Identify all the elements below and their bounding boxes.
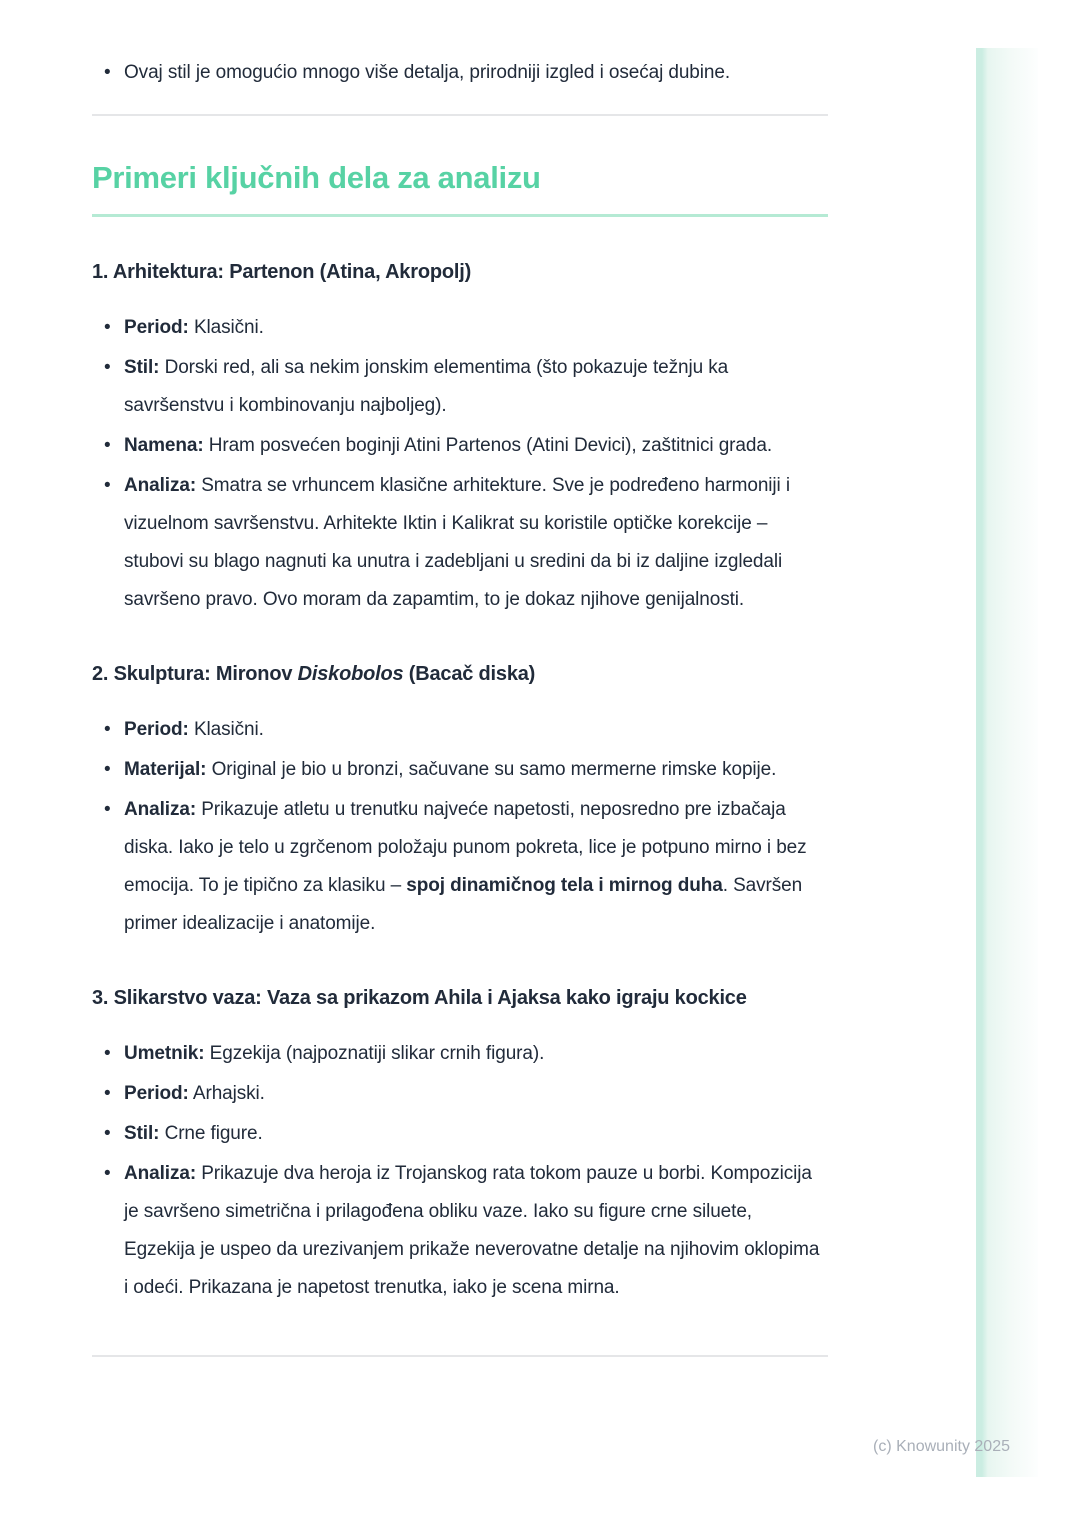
page-title-underline <box>92 214 828 217</box>
section-title-text: 2. Skulptura: Mironov <box>92 663 298 685</box>
item-label: Analiza: <box>124 475 197 496</box>
sections-container <box>92 257 828 1307</box>
list-item <box>92 349 828 425</box>
item-label: Analiza: <box>124 1163 197 1184</box>
intro-bullet-list <box>92 54 828 92</box>
item-text: Hram posvećen boginji Atini Partenos (Atini Devici), zaštitnici grada. <box>203 435 772 456</box>
item-text: spoj dinamičnog tela i mirnog duha <box>406 875 723 896</box>
copyright-note: (c) Knowunity 2025 <box>873 1438 1010 1455</box>
item-label: Stil: <box>124 1123 160 1144</box>
item-text: Prikazuje dva heroja iz Trojanskog rata tokom pauze u borbi. Kompozicija je savršeno simetrična i prilagođena obliku vaze. Iako su figure crne siluete, Egzekija je uspeo da urezivanjem prikaže neverovatne detalje na njihovim oklopima i odeći. Prikazana je napetost trenutka, iako je scena mirna. <box>124 1163 820 1298</box>
item-text: Dorski red, ali sa nekim jonskim elementima (što pokazuje težnju ka savršenstvu i kombinovanju najboljeg). <box>124 357 729 416</box>
item-label: Analiza: <box>124 799 197 820</box>
list-item <box>92 1035 828 1073</box>
item-label: Umetnik: <box>124 1043 205 1064</box>
section-title-text: 3. Slikarstvo vaza: Vaza sa prikazom Ahila i Ajaksa kako igraju kockice <box>92 987 747 1009</box>
section-title <box>92 983 828 1013</box>
bullet-list <box>92 1035 828 1307</box>
section-title-text: 1. Arhitektura: Partenon (Atina, Akropolj) <box>92 261 472 283</box>
section-divider-bottom <box>92 1355 828 1357</box>
section-title <box>92 257 828 287</box>
list-item <box>92 751 828 789</box>
document-section <box>92 659 828 943</box>
item-text: Arhajski. <box>188 1083 265 1104</box>
item-text: Smatra se vrhuncem klasične arhitekture. Sve je podređeno harmoniji i vizuelnom savršenstvu. Arhitekte Iktin i Kalikrat su koristile optičke korekcije – stubovi su blago nagnuti ka unutra i zadebljani u sredini da bi iz daljine izgledali savršeno pravo. Ovo moram da zapamtim, to je dokaz njihove genijalnosti. <box>124 475 790 610</box>
document-section <box>92 257 828 619</box>
list-item <box>92 467 828 619</box>
list-item <box>92 791 828 943</box>
item-label: Period: <box>124 719 189 740</box>
list-item <box>92 1155 828 1307</box>
item-text: Egzekija (najpoznatiji slikar crnih figura). <box>204 1043 545 1064</box>
document-section <box>92 983 828 1307</box>
item-label: Period: <box>124 317 189 338</box>
section-divider-top <box>92 114 828 116</box>
item-text: Klasični. <box>188 719 264 740</box>
list-item <box>92 711 828 749</box>
item-label: Period: <box>124 1083 189 1104</box>
item-label: Materijal: <box>124 759 207 780</box>
page-title: Primeri ključnih dela za analizu <box>92 160 541 195</box>
item-label: Stil: <box>124 357 160 378</box>
bullet-list <box>92 711 828 943</box>
item-text: . Savršen primer idealizacije i anatomije. <box>124 875 803 934</box>
list-item <box>92 427 828 465</box>
bullet-list <box>92 309 828 619</box>
item-text: Klasični. <box>188 317 264 338</box>
section-title-text: (Bacač diska) <box>403 663 536 685</box>
list-item <box>92 1075 828 1113</box>
list-item <box>92 1115 828 1153</box>
item-label: Namena: <box>124 435 204 456</box>
section-title <box>92 659 828 689</box>
section-title-text: Diskobolos <box>297 663 404 685</box>
list-item <box>92 309 828 347</box>
item-text: Original je bio u bronzi, sačuvane su samo mermerne rimske kopije. <box>206 759 777 780</box>
list-item <box>92 54 828 92</box>
item-text: Crne figure. <box>159 1123 263 1144</box>
intro-bullet-text: Ovaj stil je omogućio mnogo više detalja, prirodniji izgled i osećaj dubine. <box>124 62 731 83</box>
item-text: Prikazuje atletu u trenutku najveće napetosti, neposredno pre izbačaja diska. Iako je telo u zgrčenom položaju punom pokreta, lice je potpuno mirno i bez emocija. To je tipično za klasiku – <box>124 799 807 896</box>
